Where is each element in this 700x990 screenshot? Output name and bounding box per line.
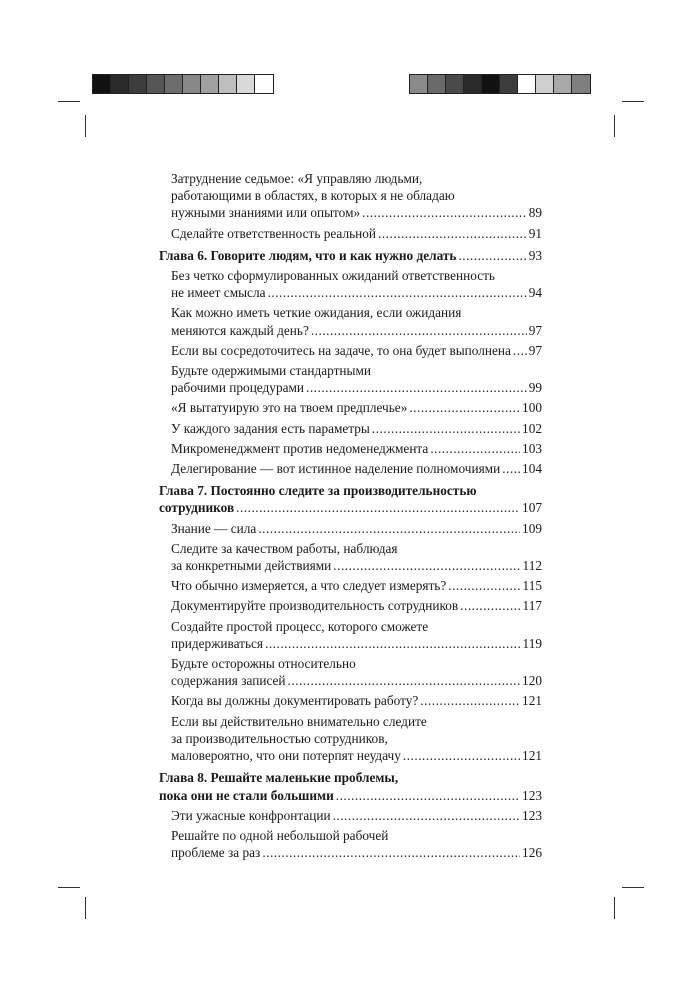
toc-section-entry[interactable] bbox=[159, 692, 542, 709]
color-calibration-bar-left bbox=[92, 74, 274, 94]
dot-leader bbox=[333, 557, 520, 574]
dot-leader bbox=[430, 440, 520, 457]
dot-leader bbox=[403, 747, 520, 764]
toc-entry-title-line: за конкретными действиями bbox=[171, 558, 332, 574]
toc-entry-title-line: не имеет смысла bbox=[171, 285, 266, 301]
toc-entry-title-line: сотрудников bbox=[159, 500, 235, 516]
toc-section-entry[interactable] bbox=[159, 713, 542, 765]
toc-entry-title-line: рабочими процедурами bbox=[171, 380, 305, 396]
toc-section-entry[interactable] bbox=[159, 304, 542, 338]
color-swatch bbox=[255, 75, 273, 93]
toc-entry-title-line: Делегирование — вот истинное наделение полномочиями bbox=[171, 461, 501, 477]
toc-page-number: 123 bbox=[522, 807, 542, 823]
color-swatch bbox=[554, 75, 572, 93]
toc-page-number: 120 bbox=[522, 673, 542, 689]
toc-section-entry[interactable] bbox=[159, 362, 542, 396]
color-swatch bbox=[518, 75, 536, 93]
toc-entry-title-line: Знание — сила bbox=[171, 520, 257, 536]
crop-mark bbox=[58, 101, 80, 102]
color-swatch bbox=[464, 75, 482, 93]
table-of-contents bbox=[159, 170, 542, 864]
toc-section-entry[interactable] bbox=[159, 520, 542, 537]
color-swatch bbox=[410, 75, 428, 93]
toc-entry-title-line: «Я вытатуирую это на твоем предплечье» bbox=[171, 400, 408, 416]
toc-page-number: 123 bbox=[522, 787, 542, 803]
toc-section-entry[interactable] bbox=[159, 170, 542, 222]
toc-page-number: 109 bbox=[522, 520, 542, 536]
crop-mark bbox=[58, 887, 80, 888]
toc-entry-title-line: Что обычно измеряется, а что следует измерять? bbox=[171, 578, 447, 594]
toc-entry-title-line: Затруднение седьмое: «Я управляю людьми, bbox=[171, 171, 423, 186]
dot-leader bbox=[458, 247, 526, 264]
toc-section-entry[interactable] bbox=[159, 440, 542, 457]
toc-entry-title-line: маловероятно, что они потерпят неудачу bbox=[171, 748, 401, 764]
dot-leader bbox=[336, 787, 520, 804]
toc-section-entry[interactable] bbox=[159, 655, 542, 689]
toc-page-number: 102 bbox=[522, 420, 542, 436]
toc-entry-title-line: Глава 7. Постоянно следите за производительностью bbox=[159, 483, 477, 499]
toc-page-number: 97 bbox=[528, 322, 542, 338]
crop-mark bbox=[622, 101, 644, 102]
toc-section-entry[interactable] bbox=[159, 618, 542, 652]
crop-mark bbox=[614, 115, 615, 137]
color-swatch bbox=[482, 75, 500, 93]
toc-section-entry[interactable] bbox=[159, 225, 542, 242]
toc-entry-title-line: проблеме за раз bbox=[171, 845, 261, 861]
color-swatch bbox=[446, 75, 464, 93]
color-swatch bbox=[219, 75, 237, 93]
toc-entry-title-line: за производительностью сотрудников, bbox=[171, 730, 388, 746]
toc-section-entry[interactable] bbox=[159, 342, 542, 359]
toc-page-number: 121 bbox=[522, 748, 542, 764]
dot-leader bbox=[265, 635, 520, 652]
toc-entry-title-line: Как можно иметь четкие ожидания, если ожидания bbox=[171, 305, 462, 321]
color-swatch bbox=[147, 75, 165, 93]
toc-page-number: 94 bbox=[528, 285, 542, 301]
dot-leader bbox=[372, 420, 520, 437]
dot-leader bbox=[378, 225, 527, 242]
toc-entry-title-line: Будьте одержимыми стандартными bbox=[171, 363, 371, 379]
toc-entry-title-line: Если вы сосредоточитесь на задаче, то она будет выполнена bbox=[171, 342, 511, 358]
crop-mark bbox=[614, 897, 615, 919]
toc-section-entry[interactable] bbox=[159, 399, 542, 416]
dot-leader bbox=[288, 672, 521, 689]
toc-section-entry[interactable] bbox=[159, 597, 542, 614]
toc-entry-title-line: Будьте осторожны относительно bbox=[171, 656, 356, 672]
toc-entry-title-line: Глава 8. Решайте маленькие проблемы, bbox=[159, 770, 399, 786]
dot-leader bbox=[409, 399, 520, 416]
toc-page-number: 93 bbox=[528, 247, 542, 263]
toc-entry-title-line: Микроменеджмент против недоменеджмента bbox=[171, 440, 429, 456]
toc-page-number: 103 bbox=[522, 440, 542, 456]
color-swatch bbox=[93, 75, 111, 93]
color-swatch bbox=[183, 75, 201, 93]
toc-page-number: 89 bbox=[528, 205, 542, 221]
dot-leader bbox=[311, 322, 527, 339]
toc-entry-title-line: Когда вы должны документировать работу? bbox=[171, 693, 419, 709]
toc-entry-title-line: Решайте по одной небольшой рабочей bbox=[171, 827, 389, 843]
toc-page-number: 115 bbox=[522, 578, 542, 594]
toc-chapter-entry[interactable] bbox=[159, 247, 542, 264]
toc-entry-title-line: Если вы действительно внимательно следите bbox=[171, 713, 427, 729]
dot-leader bbox=[460, 597, 520, 614]
dot-leader bbox=[306, 379, 527, 396]
toc-page-number: 99 bbox=[528, 380, 542, 396]
crop-mark bbox=[622, 887, 644, 888]
dot-leader bbox=[420, 692, 520, 709]
toc-section-entry[interactable] bbox=[159, 460, 542, 477]
color-swatch bbox=[165, 75, 183, 93]
toc-page-number: 104 bbox=[522, 461, 542, 477]
dot-leader bbox=[502, 460, 520, 477]
dot-leader bbox=[262, 844, 520, 861]
toc-entry-title-line: нужными знаниями или опытом» bbox=[171, 205, 361, 221]
toc-page-number: 100 bbox=[522, 400, 542, 416]
toc-page-number: 126 bbox=[522, 845, 542, 861]
toc-section-entry[interactable] bbox=[159, 420, 542, 437]
toc-entry-title-line: Следите за качеством работы, наблюдая bbox=[171, 540, 398, 556]
toc-entry-title-line: Документируйте производительность сотрудников bbox=[171, 598, 459, 614]
dot-leader bbox=[333, 807, 520, 824]
toc-entry-title-line: пока они не стали большими bbox=[159, 787, 334, 803]
color-swatch bbox=[111, 75, 129, 93]
toc-entry-title-line: работающими в областях, в которых я не обладаю bbox=[171, 188, 455, 204]
toc-entry-title-line: содержания записей bbox=[171, 673, 286, 689]
toc-entry-title-line: придерживаться bbox=[171, 635, 264, 651]
toc-entry-title-line: Создайте простой процесс, которого сможете bbox=[171, 618, 429, 634]
toc-chapter-entry[interactable] bbox=[159, 482, 542, 516]
toc-page-number: 119 bbox=[522, 635, 542, 651]
color-swatch bbox=[201, 75, 219, 93]
dot-leader bbox=[236, 499, 520, 516]
dot-leader bbox=[362, 204, 527, 221]
color-swatch bbox=[428, 75, 446, 93]
dot-leader bbox=[268, 284, 527, 301]
toc-section-entry[interactable] bbox=[159, 540, 542, 574]
color-calibration-bar-right bbox=[409, 74, 591, 94]
color-swatch bbox=[129, 75, 147, 93]
color-swatch bbox=[572, 75, 590, 93]
toc-section-entry[interactable] bbox=[159, 827, 542, 861]
toc-page-number: 117 bbox=[522, 598, 542, 614]
toc-entry-title-line: Глава 6. Говорите людям, что и как нужно делать bbox=[159, 247, 457, 263]
toc-section-entry[interactable] bbox=[159, 267, 542, 301]
toc-page-number: 91 bbox=[528, 225, 542, 241]
dot-leader bbox=[448, 577, 520, 594]
toc-section-entry[interactable] bbox=[159, 807, 542, 824]
color-swatch bbox=[237, 75, 255, 93]
toc-section-entry[interactable] bbox=[159, 577, 542, 594]
dot-leader bbox=[513, 342, 527, 359]
toc-entry-title-line: Без четко сформулированных ожиданий ответственность bbox=[171, 268, 496, 284]
toc-entry-title-line: У каждого задания есть параметры bbox=[171, 420, 370, 436]
toc-entry-title-line: Сделайте ответственность реальной bbox=[171, 225, 377, 241]
color-swatch bbox=[536, 75, 554, 93]
toc-page-number: 121 bbox=[522, 693, 542, 709]
toc-chapter-entry[interactable] bbox=[159, 769, 542, 803]
toc-page-number: 97 bbox=[528, 342, 542, 358]
toc-entry-title-line: Эти ужасные конфронтации bbox=[171, 807, 331, 823]
crop-mark bbox=[85, 897, 86, 919]
toc-page-number: 112 bbox=[522, 558, 542, 574]
dot-leader bbox=[258, 520, 520, 537]
toc-entry-title-line: меняются каждый день? bbox=[171, 322, 309, 338]
toc-page-number: 107 bbox=[522, 500, 542, 516]
color-swatch bbox=[500, 75, 518, 93]
crop-mark bbox=[85, 115, 86, 137]
